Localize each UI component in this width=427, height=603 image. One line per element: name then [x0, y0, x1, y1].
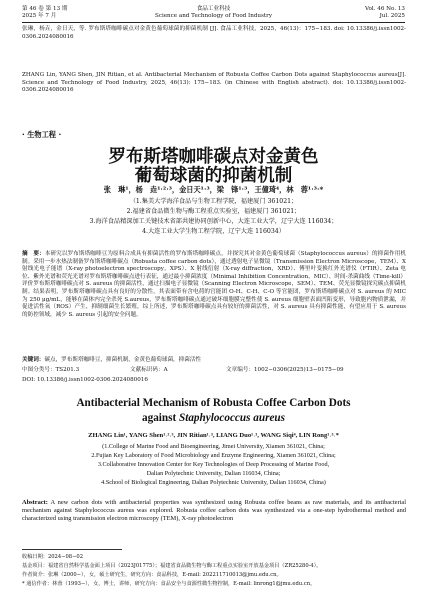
affiliation-en-1: (1.College of Marine Food and Bioengineering, Jimei University, Xiamen 361021, China; [102, 443, 325, 450]
clc-number: 中图分类号：TS201.3 [22, 367, 80, 373]
abstract-cn-label: 摘 要： [22, 251, 45, 257]
footnote-rule [22, 549, 122, 550]
date-line-en: Jul. 2025 [379, 13, 405, 19]
title-en-line1: Antibacterial Mechanism of Robusta Coffee Carbon Dots [76, 397, 351, 409]
affiliation-en-3: 3.Collaborative Innovation Center for Key Technologies of Deep Processing of Marine Food, [97, 461, 330, 468]
affiliation-en-2: 2.Fujian Key Laboratory of Food Microbiology and Enzyme Engineering, Xiamen 361021, China; [91, 452, 336, 459]
affiliation-en-5: 4.School of Biological Engineering, Dalian Polytechnic University, Dalian 116034, China) [101, 479, 326, 486]
citation-en: ZHANG Lin, YANG Shen, JIN Ritian, et al. Antibacterial Mechanism of Robusta Coffee Carbon Dots against Staphylococcus aureus[J]. Science and Technology of Food Industry, 2025, 46(13): 175−183. (in Chinese with English abstract). doi: 10.13386/j.issn1002-0306.2024080016 [22, 72, 406, 94]
citation-cn: 张琳，杨垚，金日天，等. 罗布斯塔咖啡碳点对金黄色葡萄球菌的抑菌机制 [J]. 食品工业科技，2025，46(13)：175−183. doi: 10.13386/j.issn1002-0306.2024080016 [22, 26, 406, 40]
abstract-en-label: Abstract: [22, 499, 48, 506]
journal-name-en: Science and Technology of Food Industry [154, 13, 272, 19]
doi: DOI: 10.13386/j.issn1002-0306.2024080016 [22, 377, 148, 383]
journal-name-cn: 食品工业科技 [196, 6, 231, 12]
authors-cn: 张 琳¹，杨 垚¹˒²˒³，金日天¹˒³，梁 锋¹˒³，王僮琦⁴，林 蓉¹˒³˒* [103, 185, 324, 194]
volume-line-en: Vol. 46 No. 13 [365, 6, 405, 12]
date-line: 2025 年 7 月 [22, 13, 57, 19]
title-cn-line2: 葡萄球菌的抑菌机制 [134, 166, 293, 186]
keywords-cn [22, 357, 406, 365]
volume-line: 第 46 卷 第 13 期 [22, 6, 68, 12]
abstract-en [22, 499, 406, 524]
abstract-cn [22, 251, 406, 319]
volume-issue-en [365, 6, 405, 20]
footnote-received: 收稿日期：2024−08−02 [22, 554, 84, 560]
title-en-line2 [0, 411, 427, 425]
header-rule [22, 22, 405, 23]
affiliation-cn-4: 4.大连工业大学生物工程学院，辽宁大连 116034） [142, 228, 285, 235]
section-label-text: · 生物工程 · [22, 130, 62, 139]
keywords-cn-text: 碳点，罗布斯塔咖啡豆，抑菌机制，金黄色葡萄球菌，抑菌活性 [44, 357, 202, 363]
abstract-cn-text: 本研究以罗布斯塔咖啡豆为原料合成具有抑菌活性的罗布斯塔咖啡碳点，并探究其对金黄色葡萄球菌（Staphylococcus aureus）的抑菌作用机制。采用一步水热法制备罗布斯塔咖啡碳点（Robusta coffee carbon dots），通过透射电子显微镜（Transmission Electron Microscope，TEM）、X 射线光电子能谱（X-ray photoelectron spectroscopy，XPS）、X 射线衍射（X-ray diffraction，XRD）、傅里叶变换红外光谱仪（FTIR）、Zeta 电位、紫外光谱和荧光光谱对罗布斯塔咖啡碳点进行表征，通过最小抑菌浓度（Minimal Inhibition Concentration，MIC）、时间-杀菌曲线（Time-kill）评价罗布斯塔咖啡碳点对 S. aureus 的抑菌活性，通过扫描电子显微镜（Scanning Electron Microscope，SEM）、TEM、荧光显微镜探究碳点抑菌机制。结果表明，罗布斯塔咖啡碳点具有良好的分散性，其表面带有含电荷的官能团 O-H、C-H、C-O 等官能团，罗布斯塔咖啡碳点对 S. aureus 的 MIC 为 250 μg/mL，能够在菌体内完全杀死 S.aureus，罗布斯塔咖啡碳点通过破坏细胞膜完整性使 S. aureus 细胞壁表面凹陷变形，导致胞内物质泄漏，并促进活性氧（ROS）产生，抑制细菌生长繁殖，综上所述，罗布斯塔咖啡碳点具有较好的抑菌活性，对 S. aureus 具有抑菌性能，有望应用于 S. aureus 的防控领域，减少 S. aureus 引起的安全问题。 [22, 251, 406, 318]
footnote-author-bio: 作者简介：张琳（2000−），女，硕士研究生，研究方向：食品科技，E-mail: 202211710013@jmu.edu.cn。 [22, 572, 282, 578]
keywords-cn-label: 关键词： [22, 357, 45, 363]
document-code: 文献标识码：A [130, 367, 168, 373]
section-label [22, 130, 61, 140]
title-en-prefix: against [142, 412, 179, 424]
footnote-corresponding: * 通信作者：林蓉（1993−），女，博士，讲师，研究方向：食品安全与食源性微生物控制，E-mail: linrong1@jmu.edu.cn。 [22, 581, 316, 587]
footnote-funding: 基金项目：福建省自然科学基金面上项目（2023J01775）；福建省食品微生物与酶工程重点实验室开放基金项目（ZR25280-4）。 [22, 563, 322, 569]
affiliation-en-4: Dalian Polytechnic University, Dalian 116034, China; [146, 470, 281, 477]
title-en-species: Staphylococcus aureus [179, 412, 285, 424]
authors-en: ZHANG Lin¹, YANG Shen¹˒²˒³, JIN Ritian¹˒³, LIANG Duo¹˒³, WANG Siqi⁴, LIN Rong¹˒³˒* [88, 432, 339, 439]
journal-name [0, 6, 427, 20]
article-number: 文章编号：1002−0306(2025)13−0175−09 [226, 367, 344, 373]
abstract-en-text: A new carbon dots with antibacterial properties was synthesized using Robusta coffee beans as raw materials, and its antibacterial mechanism against Staphylococcus aureus was explored. Robusta coffee carbon dots was synthesized via a one-step hydrothermal method and characterized using transmission electron microscopy (TEM), X-ray photoelectron [22, 499, 406, 523]
title-cn-line1: 罗布斯塔咖啡碳点对金黄色 [108, 147, 319, 167]
affiliation-cn-3: 3.海洋食品精深加工关键技术省部共建协同创新中心，大连工业大学，辽宁大连 116034； [89, 218, 338, 225]
affiliation-cn-2: 2.福建省食品微生物与酶工程重点实验室，福建厦门 361021； [126, 208, 301, 215]
affiliation-cn-1: （1.集美大学海洋食品与生物工程学院，福建厦门 361021； [129, 198, 298, 205]
